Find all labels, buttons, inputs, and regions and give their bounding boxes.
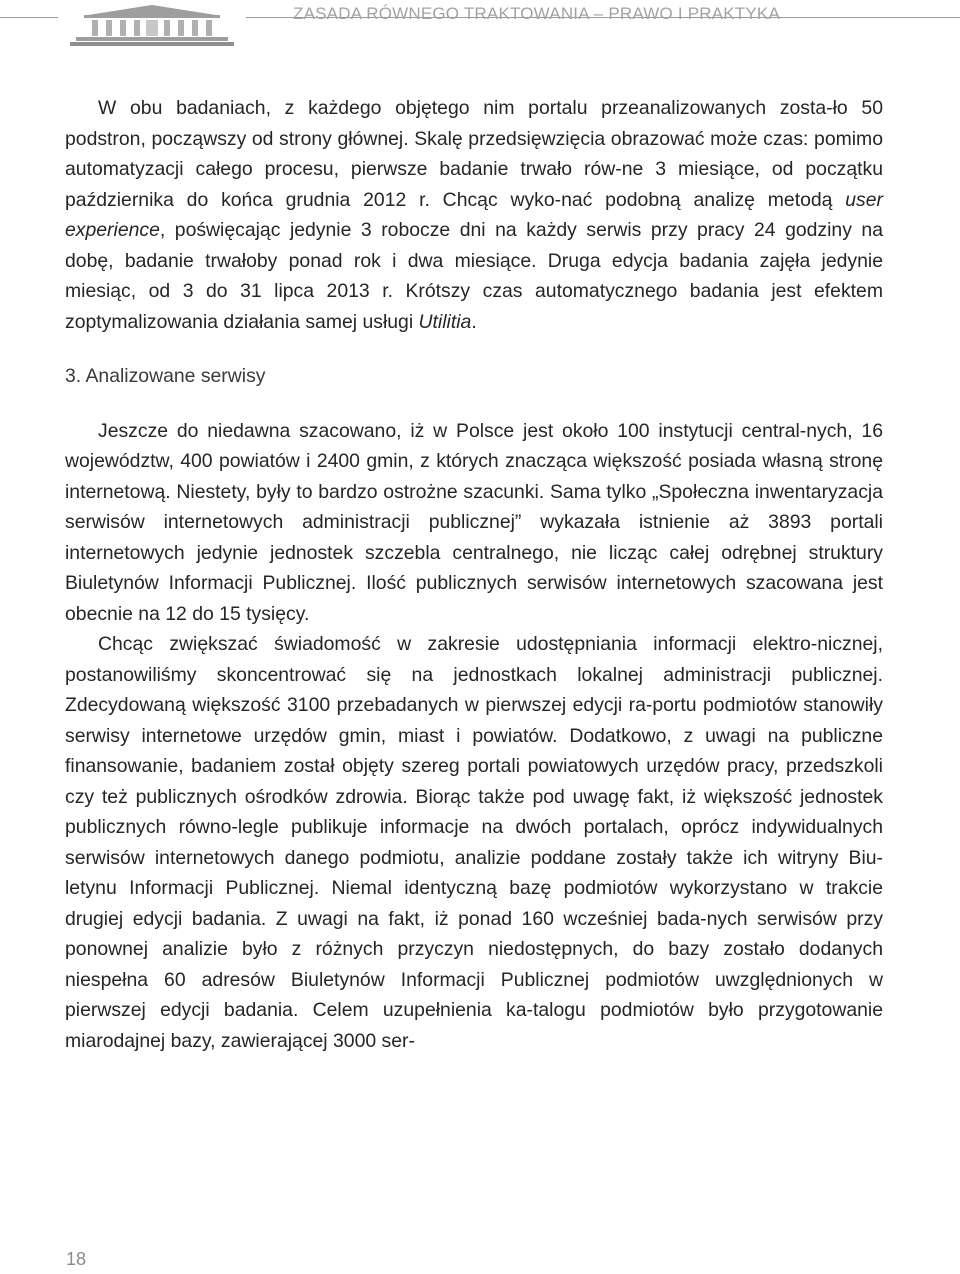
section-heading: 3. Analizowane serwisy [65, 365, 266, 387]
paragraph [65, 93, 883, 337]
paragraph-text: . [471, 310, 477, 333]
paragraph-text: , poświęcając jedynie 3 robocze dni na każdy serwis przy pracy 24 godziny na dobę, badanie trwałoby ponad rok i dwa miesiące. Druga edycja badania zajęła jedynie miesiąc, od 3 do 31 lipca 2013 r. Krótszy czas automatycznego badania jest efektem zoptymalizowania działania samej usługi [65, 219, 883, 333]
page-header [0, 0, 960, 60]
running-title: ZASADA RÓWNEGO TRAKTOWANIA – PRAWO I PRAKTYKA [293, 4, 780, 23]
page-body [65, 93, 883, 1056]
paragraph: Chcąc zwiększać świadomość w zakresie udostępniania informacji elektro-nicznej, postanowiliśmy skoncentrować się na jednostkach lokalnej administracji publicznej. Zdecydowaną większość 3100 przebadanych w pierwszej edycji ra-portu podmiotów stanowiły serwisy internetowe urzędów gmin, miast i powiatów. Dodatkowo, z uwagi na publiczne finansowanie, badaniem został objęty szereg portali powiatowych urzędów pracy, przedszkoli czy też publicznych ośrodków zdrowia. Biorąc także pod uwagę fakt, iż większość jednostek publicznych równo-legle publikuje informacje na dwóch portalach, oprócz indywidualnych serwisów internetowych danego podmiotu, analizie poddane zostały także ich witryny Biu-letynu Informacji Publicznej. Niemal identyczną bazę podmiotów wykorzystano w trakcie drugiej edycji badania. Z uwagi na fakt, iż ponad 160 wcześniej bada-nych serwisów przy ponownej analizie było z różnych przyczyn niedostępnych, do bazy zostało dodanych niespełna 60 adresów Biuletynów Informacji Publicznej podmiotów uwzględnionych w pierwszej edycji badania. Celem uzupełnienia ka-talogu podmiotów było przygotowanie miarodajnej bazy, zawierającej 3000 ser- [65, 633, 883, 1052]
header-rule [0, 17, 58, 18]
page-number: 18 [66, 1249, 87, 1269]
paragraph: Jeszcze do niedawna szacowano, iż w Polsce jest około 100 instytucji central-nych, 16 województw, 400 powiatów i 2400 gmin, z których znacząca większość posiada własną stronę internetową. Niestety, były to bardzo ostrożne szacunki. Sama tylko „Społeczna inwentaryzacja serwisów internetowych administracji publicznej” wykazała istnienie aż 3893 portali internetowych jedynie jednostek szczebla centralnego, nie licząc całej odrębnej struktury Biuletynów Informacji Publicznej. Ilość publicznych serwisów internetowych szacowana jest obecnie na 12 do 15 tysięcy. [65, 419, 883, 625]
emphasis: user experience [65, 188, 883, 241]
emphasis: Utilitia [418, 310, 472, 333]
building-columns-logo-icon [66, 3, 238, 47]
paragraph-text: W obu badaniach, z każdego objętego nim portalu przeanalizowanych zosta-ło 50 podstron, począwszy od strony głównej. Skalę przedsięwzięcia obrazować może czas: pomimo automatyzacji całego procesu, pierwsze badanie trwało rów-ne 3 miesiące, od początku października do końca grudnia 2012 r. Chcąc wyko-nać podobną analizę metodą [65, 97, 883, 211]
